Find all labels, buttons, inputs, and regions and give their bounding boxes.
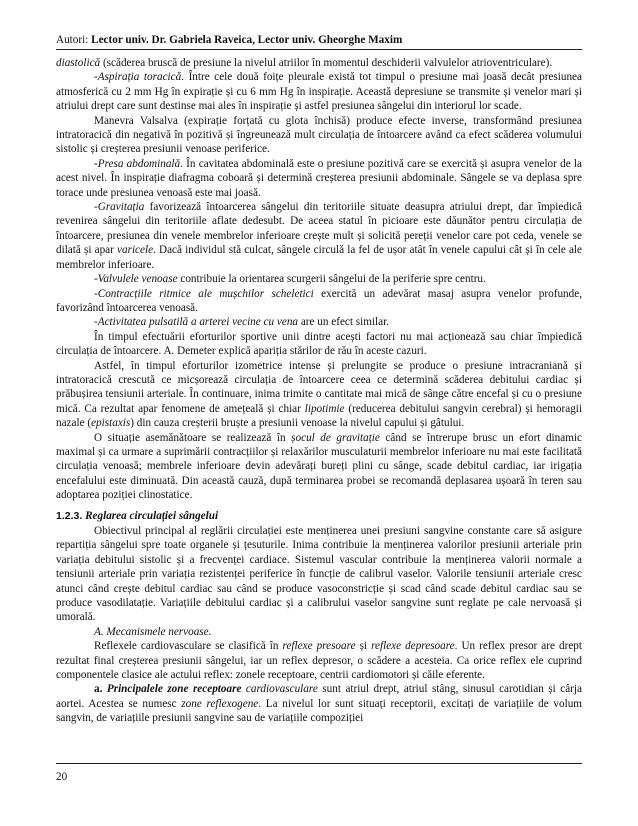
page-number: 20 <box>56 771 68 783</box>
term-lipotimia: lipotimie <box>304 402 345 415</box>
term-receptor-zones: Principalele zone receptoare <box>106 683 242 696</box>
term-depressor-reflexes: reflexe depresoare <box>371 640 455 653</box>
term-muscle-contractions: Contracțiile ritmice ale mușchilor scheletici <box>97 287 314 300</box>
term-arterial-pulse: Activitatea pulsatilă a arterei vecine cu vena <box>97 316 299 329</box>
text-span: când se întrerupe brusc un efort dinamic maximal și ca urmare a suprimării contracțiilor și relaxărilor musculaturii membrelor inferioare nu mai este facilitată circulația venoasă; membrele inferioare devin adevărați bureți plini cu sânge, scade debitul cardiac, iar irigația encefalului este diminuată. Din această cauză, după terminarea probei se recomandă deplasarea ușoară în teren sau adoptarea poziției clinostatice. <box>56 431 582 502</box>
text-span: . În cavitatea abdominală este o presiune pozitivă care se exercită și asupra venelor de la acest nivel. În inspirație diafragma coboară și determină creșterea presiunii abdominale. Sângele se va deplasa spre torace unde presiunea venoasă este mai joasă. <box>56 157 583 199</box>
text-span: O situație asemănătoare se realizează în <box>94 431 292 444</box>
text-span: are un efect similar. <box>298 316 390 329</box>
dash: - <box>94 157 98 170</box>
term-abdominal-press: Presa abdominală <box>97 157 181 170</box>
text-span: (reducerea debitului sangvin cerebral) și hemoragii nazale ( <box>56 402 582 430</box>
text-span: exercită un adevărat masaj asupra venelor profunde, favorizând întoarcerea venoasă. <box>56 287 582 314</box>
subheading-text: A. Mecanismele nervoase. <box>94 625 212 638</box>
paragraph-regulation-objective: Obiectivul principal al reglării circulației este menținerea unei presiuni sangvine constante care să asigure repartiția sângelui spre toate organele și țesuturile. Inima contribuie la menținerea valorilor presiunii arteriale prin variația debitului sistolic și a frecvenței cardiace. Sistemul vascular contribuie la menținerea valorii normale a tensiunii arteriale prin variația rezistenței periferice în funcție de calibrul vaselor. Valorile tensiunii arteriale cresc atunci când crește debitul cardiac sau când se produce vasoconstricție și scad când scade debitul cardiac sau se produce vasodilatație. Variațiile debitului cardiac și a calibrului vaselor sangvine sunt reglate pe cale nervoasă și umorală. <box>56 525 582 624</box>
term-thoracic-aspiration: Aspirația toracică <box>97 71 182 84</box>
term-pressor-reflexes: reflexe presoare <box>282 640 356 653</box>
term-gravity: Gravitația <box>97 201 145 214</box>
footer-rule <box>56 763 582 764</box>
page-body <box>56 56 582 726</box>
text-span: sunt atriul drept, atriul stâng, sinusul carotidian și cârja aortei. Acestea se numesc <box>56 683 582 710</box>
paragraph-isometric-efforts <box>56 359 582 431</box>
text-span: . Un reflex presor are drept rezultat final creșterea presiunii sângelui, iar un reflex depresor, o scădere a acesteia. Ca orice reflex ele cuprind componentele clasice ale actului reflex: zonele receptoare, centrii cardiomotori și căile eferente. <box>56 640 582 682</box>
header-authors: Lector univ. Dr. Gabriela Raveica, Lector univ. Gheorghe Maxim <box>91 34 403 46</box>
paragraph-gravity <box>56 200 582 272</box>
paragraph-muscle-contractions <box>56 287 582 316</box>
paragraph-gravity-shock <box>56 431 582 503</box>
paragraph-valsalva: Manevra Valsalva (expirație forțată cu glota închisă) produce efecte inverse, transformând presiunea intratoracică din negativă în pozitivă și îngreunează mult circulația de întoarcere având ca efect scăderea volumului sistolic și creșterea presiunii venoase periferice. <box>56 114 582 156</box>
paragraph-sport-efforts: În timpul efectuării eforturilor sportive unii dintre acești factori nu mai acționează sau chiar împiedică circulația de întoarcere. A. Demeter explică apariția stărilor de rău în aceste cazuri. <box>56 330 582 358</box>
page-header <box>56 34 582 47</box>
term-varices: varicele <box>117 244 154 257</box>
dash: - <box>94 201 98 214</box>
dash: - <box>94 316 98 329</box>
subheading-nervous-mechanisms <box>56 625 582 639</box>
dash: - <box>94 71 98 84</box>
list-marker: a. <box>94 683 107 696</box>
term-gravity-shock: șocul de gravitație <box>291 431 380 444</box>
term-venous-valves: Valvulele venoase <box>97 273 178 286</box>
page-footer <box>56 763 582 783</box>
dash: - <box>94 287 98 300</box>
text-span: Astfel, în timpul eforturilor izometrice intense și prelungite se produce o presiune intracraniană și intratoracică crescută ce micșorează circulația de întoarcere ceea ce determină scăderea debitului cardiac și prăbușirea tensiunii arteriale. În continuare, inima trimite o cantitate mai mică de sânge către encefal și cu o presiune mică. Ca rezultat apar fenomene de amețeală și chiar <box>56 359 582 415</box>
paragraph-venous-valves <box>56 272 582 286</box>
text-span: favorizează întoarcerea sângelui din teritoriile situate deasupra atriului drept, dar împiedică revenirea sângelui din teritoriile aflate dedesubt. De aceea statul în picioare este dăunător pentru circulația de întoarcere, presiunea din venele membrelor inferioare crește mult și solicită pereții venelor care pot ceda, venele se dilată și apar <box>56 201 582 257</box>
paragraph-abdominal-press <box>56 157 582 200</box>
term-diastolic: diastolică <box>56 57 101 69</box>
text-span: (scăderea bruscă de presiune la nivelul atriilor în momentul deschiderii valvulelor atrioventriculare). <box>100 57 553 69</box>
text-span: . Între cele două foițe pleurale există tot timpul o presiune mai joasă decât presiunea atmosferică cu 2 mm Hg în expirație și cu 6 mm Hg în inspirație. Această depresiune se transmite și venelor mari și atriului drept care sunt destinse mai ales în inspirație și astfel presiunea sângelui din interiorul lor scade. <box>56 71 582 113</box>
paragraph-receptor-zones <box>56 682 582 725</box>
text-span: ) din cauza creșterii bruște a presiunii venoase la nivelul capului și gâtului. <box>130 417 465 430</box>
paragraph-arterial-pulse <box>56 315 582 329</box>
text-span: . La nivelul lor sunt situați receptorii, excitați de variațiile de volum sangvin, de variațiile presiunii sangvine sau de variațiile compoziției <box>56 697 583 725</box>
section-number: 1.2.3. <box>56 509 83 522</box>
term-reflexogenic-zones: zone reflexogene <box>181 697 259 710</box>
text-span: . Dacă individul stă culcat, sângele circulă la fel de ușor atât în venele capului cât și în cele ale membrelor inferioare. <box>56 244 582 271</box>
paragraph-thoracic-aspiration <box>56 70 582 113</box>
paragraph-cardiovascular-reflexes <box>56 639 582 682</box>
term-epistaxis: epistaxis <box>91 417 131 430</box>
section-heading <box>56 509 582 523</box>
dash: - <box>94 273 98 286</box>
text-span: contribuie la orientarea scurgerii sângelui de la periferie spre centru. <box>177 273 486 286</box>
text-span: Reflexele cardiovasculare se clasifică în <box>94 640 283 653</box>
term-cardiovascular: cardiovasculare <box>241 683 318 696</box>
section-title: Reglarea circulației sângelui <box>82 509 219 522</box>
header-prefix: Autori: <box>56 34 92 46</box>
paragraph-diastolic <box>56 56 582 70</box>
header-rule <box>56 49 582 50</box>
text-span: și <box>355 640 372 653</box>
